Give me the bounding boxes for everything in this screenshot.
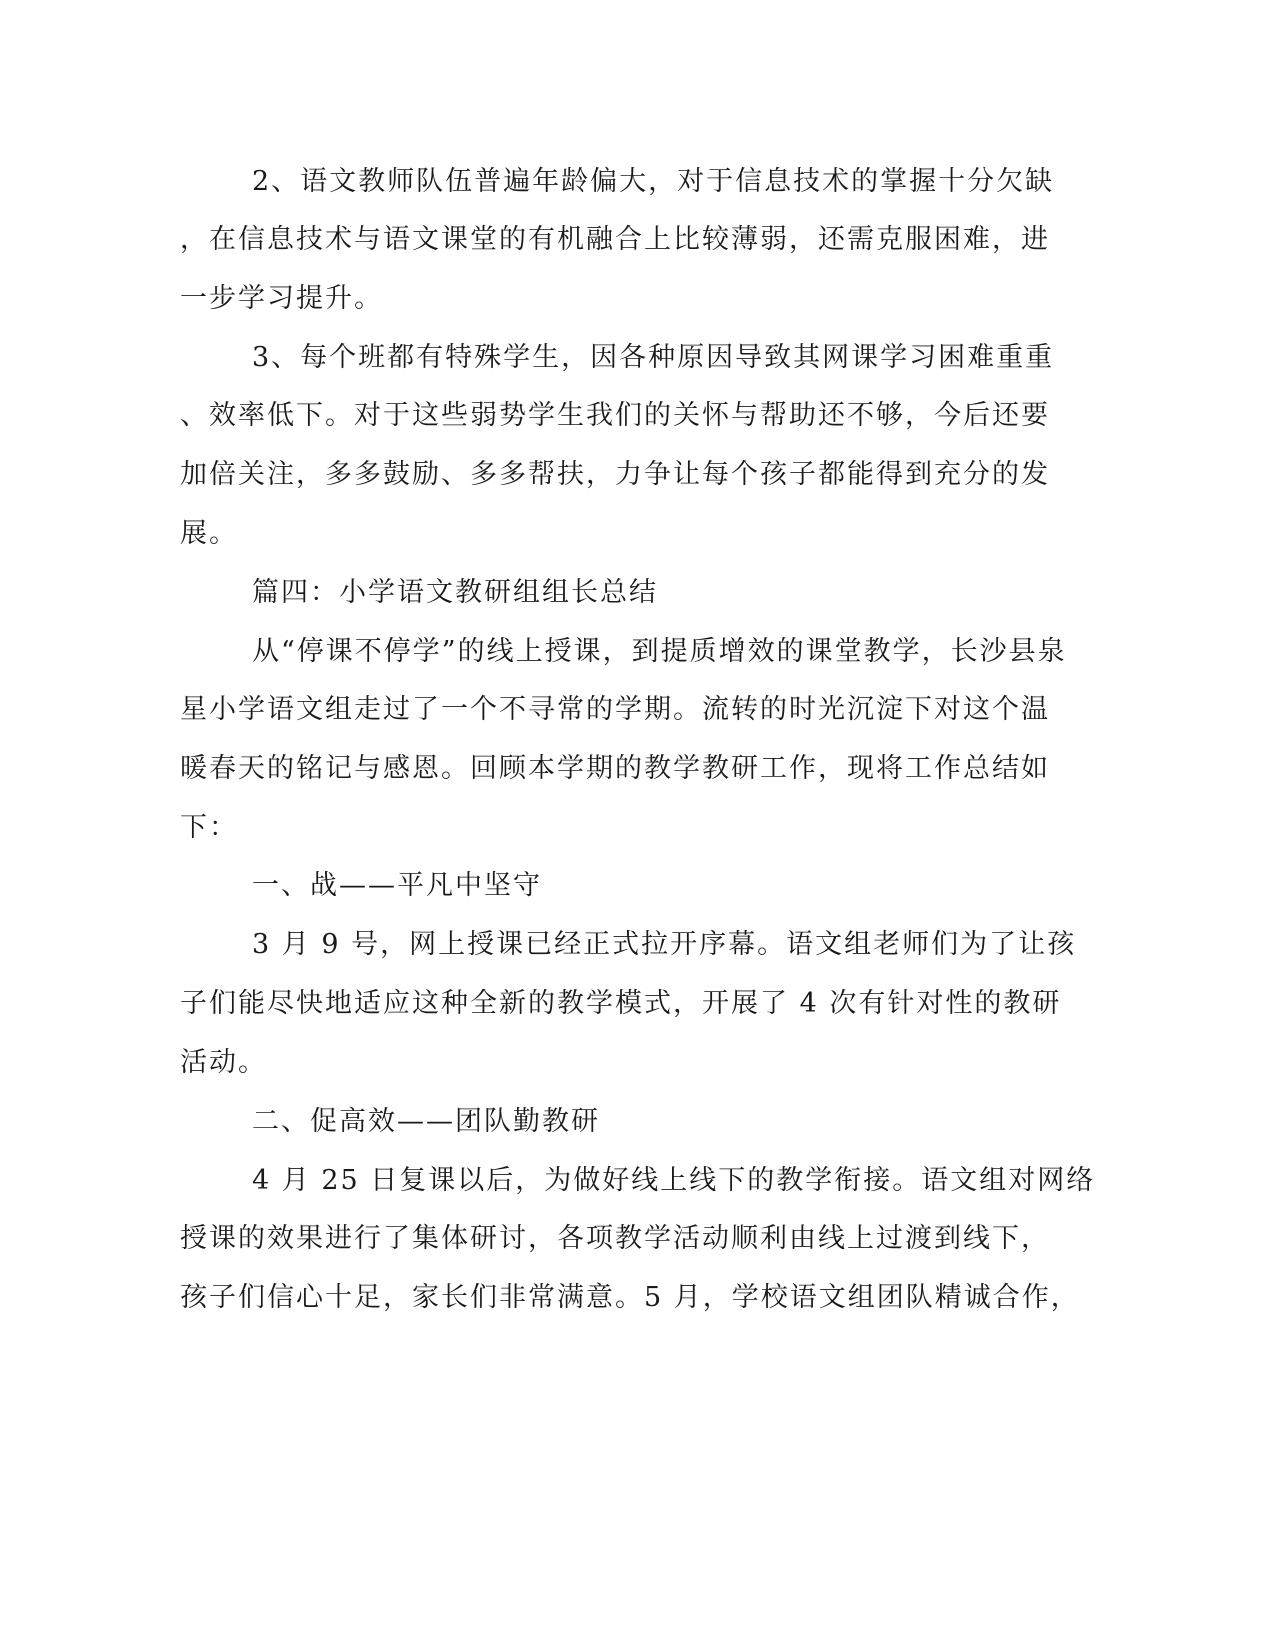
paragraph-line: 3、每个班都有特殊学生，因各种原因导致其网课学习困难重重	[252, 342, 1055, 373]
paragraph-line: ，在信息技术与语文课堂的有机融合上比较薄弱，还需克服困难，进	[180, 224, 1050, 255]
section-heading: 篇四：小学语文教研组组长总结	[252, 577, 658, 608]
paragraph-line: 2、语文教师队伍普遍年龄偏大，对于信息技术的掌握十分欠缺	[252, 166, 1055, 197]
paragraph-line: 下：	[180, 812, 238, 843]
subsection-heading: 一、战——平凡中坚守	[252, 870, 542, 901]
paragraph-line: 活动。	[180, 1047, 267, 1078]
paragraph-line: 4 月 25 日复课以后，为做好线上线下的教学衔接。语文组对网络	[252, 1165, 1096, 1196]
paragraph-line: 一步学习提升。	[180, 283, 383, 314]
paragraph-line: 加倍关注，多多鼓励、多多帮扶，力争让每个孩子都能得到充分的发	[180, 459, 1050, 490]
paragraph-line: 星小学语文组走过了一个不寻常的学期。流转的时光沉淀下对这个温	[180, 694, 1050, 725]
paragraph-line: 暖春天的铭记与感恩。回顾本学期的教学教研工作，现将工作总结如	[180, 753, 1050, 784]
paragraph-line: 、效率低下。对于这些弱势学生我们的关怀与帮助还不够，今后还要	[180, 400, 1050, 431]
paragraph-line: 授课的效果进行了集体研讨，各项教学活动顺利由线上过渡到线下，	[180, 1223, 1050, 1254]
paragraph-line: 孩子们信心十足，家长们非常满意。5 月，学校语文组团队精诚合作，	[180, 1282, 1080, 1313]
paragraph-line: 子们能尽快地适应这种全新的教学模式，开展了 4 次有针对性的教研	[180, 988, 1062, 1019]
subsection-heading: 二、促高效——团队勤教研	[252, 1106, 600, 1137]
paragraph-line: 从“停课不停学”的线上授课，到提质增效的课堂教学，长沙县泉	[252, 636, 1067, 667]
paragraph-line: 展。	[180, 518, 238, 549]
paragraph-line: 3 月 9 号，网上授课已经正式拉开序幕。语文组老师们为了让孩	[252, 929, 1077, 960]
